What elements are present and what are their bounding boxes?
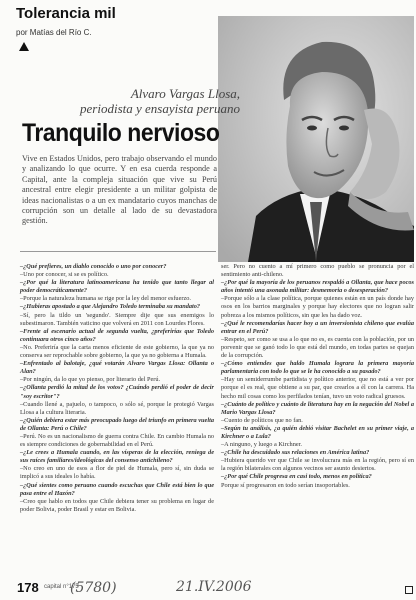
interview-question: –¿Por qué la literatura latinoamericana ha tenido que tanto llegar al poder democráticamente? (20, 279, 214, 295)
interview-answer: –Por ningún, da lo que yo pienso, por literario del Perú. (20, 376, 161, 384)
interview-question: –¿Le crees a Humala cuando, en las vísperas de la elección, reniega de sus raíces familiares/ideológicas del consenso antichileno? (20, 449, 214, 465)
section-title: Tolerancia mil (16, 5, 116, 22)
article-headline: Tranquilo nervioso (22, 119, 220, 147)
interview-answer: Porque sí progresaron en todo serían insoportables. (221, 481, 350, 489)
interview-answer: ser. Pero no cuento a mí primero como pueblo se pronuncia por el sentimiento anti-chileno. (221, 263, 414, 279)
article-subtitle (60, 86, 240, 116)
interview-question: –Según tu análisis, ¿a quién debió visitar Bachelet en su primer viaje, a Kirchner o a Lula? (221, 424, 414, 440)
interview-answer: –Porque la naturaleza humana se rige por la ley del menor esfuerzo. (20, 295, 191, 303)
interview-answer: –Cuento de políticos que no fan. (221, 416, 303, 424)
interview-answer: –A ninguno, y luego a Kirchner. (221, 441, 302, 449)
interview-question: –¿Quién debiera estar más preocupado luego del triunfo en primera vuelta de Ollanta: Perú o Chile? (20, 416, 214, 432)
interview-answer: –No creo en uno de esos a flor de piel de Humala, pero sí, sin duda se implicó a sus ideales lo había. (20, 465, 214, 481)
magazine-name: capital n°175 (44, 584, 79, 590)
interview-question: –¿Qué le recomendarías hacer hoy a un inversionista chileno que evalúa entrar en el Perú? (221, 319, 414, 335)
portrait-illustration (218, 16, 414, 262)
interview-question: –¿Ollanta perdió la mitad de los votos? ¿Cuándo perdió el poder de decir "soy escritor"? (20, 384, 214, 400)
right-column (221, 263, 414, 490)
interview-answer: –Respeto, ser como se usa a lo que no es, es cuenta con la población, por un porvenir que se ganó todo lo que está del mundo, en todas partes se quejan de la corrupción. (221, 335, 414, 360)
left-column (20, 263, 214, 514)
article-intro: Vive en Estados Unidos, pero trabajo observando el mundo y analizando lo que ocurre. Y en esa cuerda responde a Capital, ante la compleja situación que vive su Perú ancestral entre elegir presidente a un militar golpista de ideas nacionalistas o a un ex mandatario cuyos manchas de corrupción son un detalle al lado de su devastadora gestión. (22, 154, 217, 226)
interview-answer: –Creo que hablo en todos que Chile debiera tener su problema en lugar de poder Bolivia, poder Brasil y estar en Bolivia. (20, 497, 214, 513)
interview-answer: –Sí, pero la tildo un 'segundo'. Siempre dije que sus enemigos lo subestimaron. También vaticino que volverá en 2011 con Lourdes Flores. (20, 311, 214, 327)
interview-question: –¿Cómo entiendes que haldo Humala lograra la primera mayoría parlamentaria con todo lo que se le ha conocido a su pasado? (221, 360, 414, 376)
interview-answer: –No. Preferiría que la carta menos eficiente de este gobierno, la que ya no conserva ser reprochable sobre gobierno, la que ya no gobierna a Humala. (20, 343, 214, 360)
interview-answer: –Cuando llené a, pajuelo, o tampoco, o sólo sé, porque le protegió Vargas Llosa a la cultura literaria. (20, 400, 214, 416)
page-number: 178 (17, 580, 39, 595)
interview-question: –Frente al escenario actual de segunda vuelta, ¿preferirías que Toledo continuara otros cinco años? (20, 327, 214, 343)
subtitle-role: periodista y ensayista peruano (80, 101, 240, 116)
byline: por Matías del Río C. (16, 28, 92, 37)
interview-question: –¿Chile ha descuidado sus relaciones en América latina? (221, 449, 370, 457)
handwritten-date: 21.IV.2006 (176, 579, 252, 595)
interview-answer: –Hubiera querido ver que Chile se involucrara más en la región, pero sí en la región bilaterales con algunos vecinos ser asunto desiertos. (221, 457, 414, 473)
interview-question: –¿Cuánto de político y cuánto de literatura hay en la negación del Nobel a Mario Vargas Llosa? (221, 400, 414, 416)
interview-question: –¿Por qué la mayoría de los peruanos respaldó a Ollanta, que hace pocos años intentó una asonada militar: desmemoria o desesperación? (221, 279, 414, 295)
interview-answer: –Porque sólo a la clase política, porque quienes están en un país donde hay osos en los barrios marginales y porque hay electores que no logran salir pobreza a los mismos políticos, sin que les ha dado voz. (221, 295, 414, 319)
interview-answer: –Hay un semiderrumbe partidista y político anterior, que no está a ver por porque el es real, que obtiene a su par, que crearlos a él con la carrera. Ha hecho mil cosas como los perfilados tenían, tuvo un voto radical gruesos. (221, 376, 414, 400)
portrait-photo (218, 16, 414, 262)
divider (20, 251, 216, 252)
triangle-marker-icon (19, 42, 29, 51)
interview-answer: –Perú. No es un nacionalismo de guerra contra Chile. En cambio Humala no es siempre condiciones de gobernabilidad en el Perú. (20, 432, 214, 449)
subtitle-name: Alvaro Vargas Llosa, (130, 86, 240, 101)
handwritten-note: (5780) (70, 580, 117, 596)
interview-answer: –Uno por conocer, si se es político. (20, 271, 109, 279)
interview-question: –¿Qué prefieres, un diablo conocido o uno por conocer? (20, 263, 167, 270)
interview-question: –¿Por qué Chile progresa en casi todo, menos en política? (221, 473, 372, 481)
interview-question: –Enfrentado al balotaje, ¿qué votarán Alvaro Vargas Llosa: Ollanta o Alan? (20, 360, 214, 376)
interview-question: –¿Hubieras apostado a que Alejandro Toledo terminaba su mandato? (20, 303, 201, 311)
interview-question: –¿Qué sientes como peruano cuando escuchas que Chile está bien lo que pasa entre el Hazón? (20, 481, 214, 497)
end-mark-icon (405, 586, 413, 594)
